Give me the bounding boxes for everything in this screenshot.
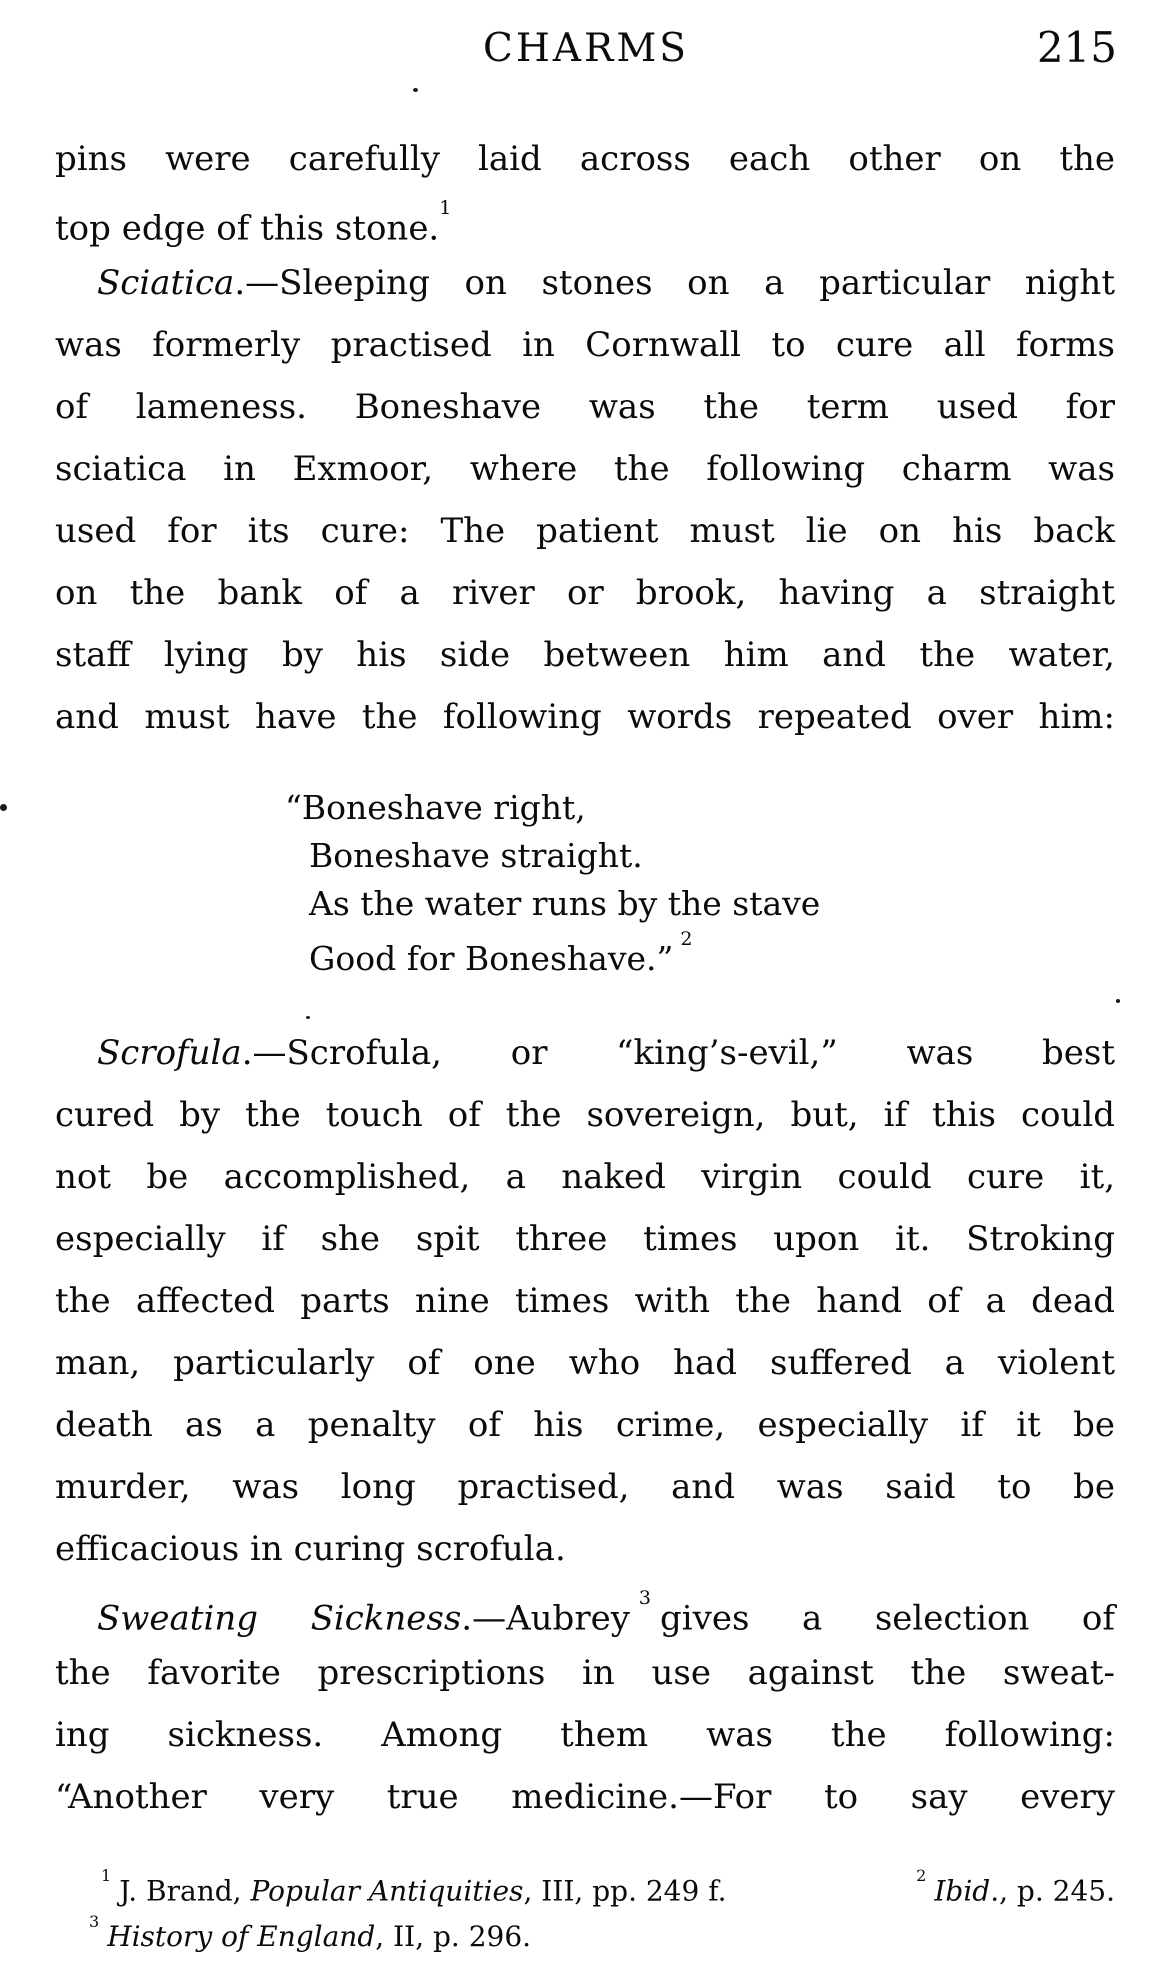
verse-line <box>309 832 1115 880</box>
running-header-title: CHARMS <box>482 26 690 71</box>
text-line <box>55 1270 1115 1332</box>
text-line <box>55 1208 1115 1270</box>
paragraph-sweating-sickness-first-line <box>55 1580 1115 1642</box>
line-text: efficacious in curing scrofula. <box>55 1529 566 1569</box>
term-scrofula: Scrofula <box>97 1033 242 1073</box>
line-text: As the water runs by the stave <box>309 884 821 923</box>
text-line <box>55 376 1115 438</box>
footnote-line <box>55 1908 1115 1954</box>
footnote-1-text: J. Brand, <box>119 1874 251 1908</box>
body-text <box>55 128 1115 1954</box>
footnote-1-work-title: Popular Antiquities <box>250 1874 524 1908</box>
text-line <box>55 1332 1115 1394</box>
footnote-3-pages: , II, p. 296. <box>375 1920 532 1954</box>
footnote-1-pages: , III, pp. 249 f. <box>523 1874 727 1908</box>
verse-line <box>285 784 1115 832</box>
text-line <box>55 686 1115 748</box>
text-line <box>55 1084 1115 1146</box>
verse-line <box>309 928 1115 976</box>
line-text: the favorite prescriptions in use against the sweat- <box>55 1653 1115 1693</box>
text-line <box>55 500 1115 562</box>
line-text: ing sickness. Among them was the following: <box>55 1715 1115 1755</box>
line-text: the affected parts nine times with the hand of a dead <box>55 1281 1115 1321</box>
term-sciatica: Sciatica <box>97 263 235 303</box>
footnote-3-work-title: History of England <box>107 1920 376 1954</box>
verse-line <box>309 880 1115 928</box>
paragraph-sciatica-first-line <box>55 252 1115 314</box>
line-text: top edge of this stone. <box>55 208 440 249</box>
text-line <box>55 1704 1115 1766</box>
footnote-3 <box>55 1912 532 1954</box>
text-line <box>55 1642 1115 1704</box>
footnote-marker-3: 3 <box>638 1587 651 1609</box>
text-line <box>55 1456 1115 1518</box>
footnote-line <box>55 1862 1115 1908</box>
line-text: .—Aubrey <box>461 1598 630 1639</box>
text-line <box>55 314 1115 376</box>
verse-block-boneshave-charm <box>55 784 1115 976</box>
footnote-marker-1: 1 <box>439 197 452 219</box>
line-text: staff lying by his side between him and the water, <box>55 635 1115 675</box>
footnote-2 <box>916 1862 1115 1908</box>
footnote-2-work-title: Ibid <box>934 1874 991 1908</box>
line-text: and must have the following words repeated over him: <box>55 697 1115 737</box>
footnote-3-marker: 3 <box>89 1912 100 1931</box>
term-sweating-sickness: Sweating Sickness <box>97 1598 462 1639</box>
line-text: gives a selection of <box>660 1598 1115 1639</box>
text-line <box>55 1146 1115 1208</box>
running-header <box>55 23 1117 78</box>
line-text: on the bank of a river or brook, having a straight <box>55 573 1115 613</box>
line-text: was formerly practised in Cornwall to cure all forms <box>55 325 1115 365</box>
footnotes-block <box>55 1862 1115 1954</box>
line-text: not be accomplished, a naked virgin could cure it, <box>55 1157 1115 1197</box>
line-text: of lameness. Boneshave was the term used for <box>55 387 1115 427</box>
line-text: pins were carefully laid across each other on the <box>55 139 1115 179</box>
line-text: cured by the touch of the sovereign, but, if this could <box>55 1095 1115 1135</box>
scan-artifact-dot <box>413 88 418 92</box>
text-line <box>55 1518 1115 1580</box>
footnote-1-marker: 1 <box>101 1866 112 1885</box>
line-text: man, particularly of one who had suffered a violent <box>55 1343 1115 1383</box>
text-line <box>55 128 1115 190</box>
page-number: 215 <box>1036 23 1117 72</box>
text-line <box>55 562 1115 624</box>
text-line <box>55 624 1115 686</box>
line-text: murder, was long practised, and was said to be <box>55 1467 1115 1507</box>
footnote-1 <box>55 1862 726 1908</box>
line-text: .—Sleeping on stones on a particular night <box>234 263 1115 303</box>
line-text: used for its cure: The patient must lie on his back <box>55 511 1115 551</box>
footnote-marker-2: 2 <box>680 928 693 950</box>
footnote-2-marker: 2 <box>916 1866 927 1885</box>
line-text: Boneshave straight. <box>309 836 643 875</box>
text-line <box>55 1394 1115 1456</box>
text-line <box>55 190 1115 252</box>
line-text: “Boneshave right, <box>285 788 586 827</box>
line-text: death as a penalty of his crime, especially if it be <box>55 1405 1115 1445</box>
line-text: sciatica in Exmoor, where the following charm was <box>55 449 1115 489</box>
scan-artifact-dot <box>306 1016 310 1019</box>
scan-artifact-dot <box>1116 999 1120 1003</box>
line-text: .—Scrofula, or “king’s-evil,” was best <box>241 1033 1115 1073</box>
footnote-2-pages: ., p. 245. <box>990 1874 1115 1908</box>
line-text: especially if she spit three times upon it. Stroking <box>55 1219 1115 1259</box>
scan-artifact-dot <box>0 804 7 811</box>
line-text: Good for Boneshave.” <box>309 939 674 978</box>
text-line <box>55 1766 1115 1828</box>
paragraph-scrofula-first-line <box>55 1022 1115 1084</box>
text-line <box>55 438 1115 500</box>
line-text: “Another very true medicine.—For to say every <box>55 1777 1115 1817</box>
